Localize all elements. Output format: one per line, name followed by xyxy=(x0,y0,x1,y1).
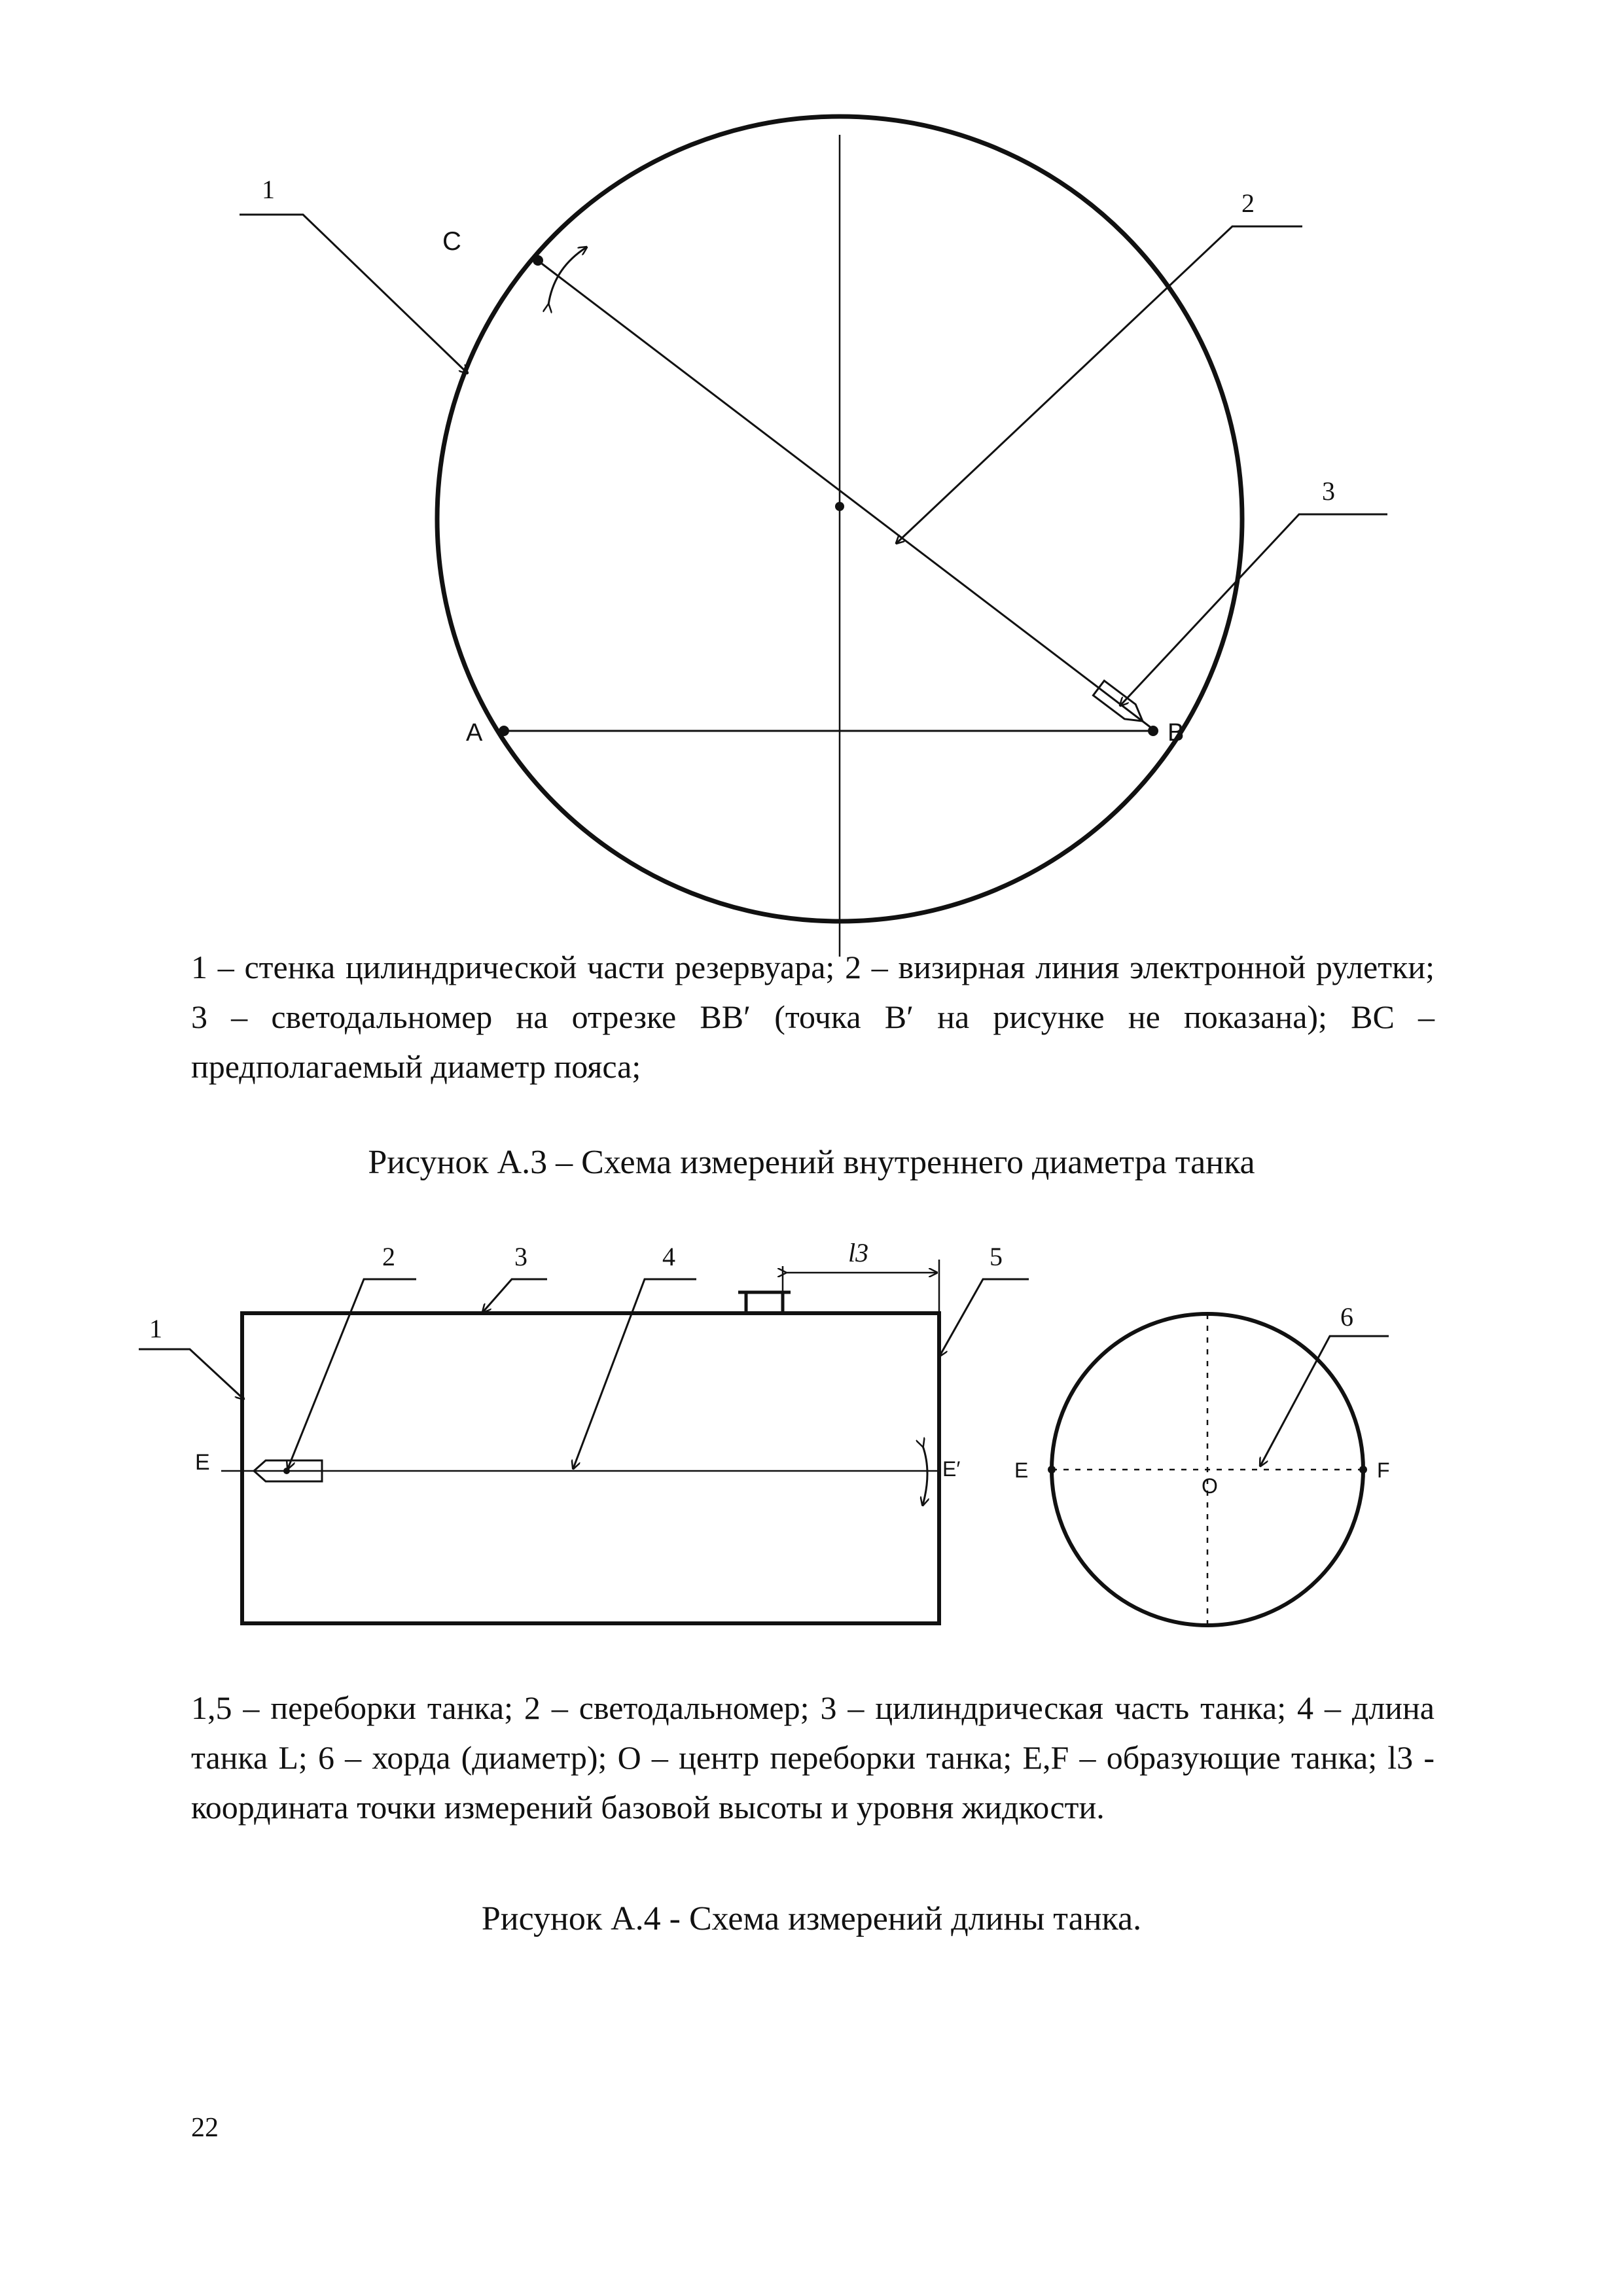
a4-callout-4-label: 4 xyxy=(662,1242,675,1271)
end-view-point-f-label: F xyxy=(1377,1458,1390,1482)
end-view-point-e-dot xyxy=(1048,1466,1056,1474)
figure-a3-caption: 1 – стенка цилиндрической части резервуара; 2 – визирная линия электронной рулетки; 3 – светодальномер на отрезке BB′ (точка B′ на рисунке не показана); BC – предполагаемый диаметр пояса; xyxy=(191,949,1435,1085)
a4-callout-1-label: 1 xyxy=(149,1314,162,1343)
point-e-label: E xyxy=(195,1450,210,1475)
a4-callout-6-leader xyxy=(1260,1336,1389,1466)
a4-callout-2-leader xyxy=(288,1279,416,1468)
tank-hatch xyxy=(746,1292,783,1313)
callout-2-label: 2 xyxy=(1241,188,1255,218)
callout-1-label: 1 xyxy=(262,175,275,204)
a4-callout-3-label: 3 xyxy=(514,1242,527,1271)
end-view-point-e-label: E xyxy=(1014,1458,1029,1482)
a4-callout-1-leader xyxy=(139,1349,243,1399)
point-c-label: C xyxy=(442,227,461,256)
a4-callout-5-label: 5 xyxy=(990,1242,1003,1271)
a4-callout-3-leader xyxy=(483,1279,547,1312)
figure-a3-title: Рисунок А.3 – Схема измерений внутреннего диаметра танка xyxy=(368,1144,1255,1181)
swing-arrow-e-prime-icon xyxy=(923,1446,927,1505)
a4-callout-6-label: 6 xyxy=(1340,1302,1353,1332)
a4-callout-5-leader xyxy=(940,1279,1029,1356)
a4-callout-4-leader xyxy=(573,1279,696,1468)
end-view-center-label: O xyxy=(1202,1474,1218,1498)
callout-3-label: 3 xyxy=(1322,476,1335,506)
figure-a4-caption: 1,5 – переборки танка; 2 – светодальномер; 3 – цилиндрическая часть танка; 4 – длина танка L; 6 – хорда (диаметр); O – центр переборки танка; E,F – образующие танка; l3 - координата точки измерений базовой высоты и уровня жидкости. xyxy=(191,1689,1435,1826)
point-b-label: B xyxy=(1168,719,1185,747)
tank-side-body xyxy=(242,1313,939,1623)
end-view-point-f-dot xyxy=(1359,1466,1367,1474)
point-e-prime-label: E′ xyxy=(942,1457,961,1481)
point-a-label: A xyxy=(466,719,483,747)
a4-callout-2-label: 2 xyxy=(382,1242,395,1271)
page-number: 22 xyxy=(191,2113,219,2143)
dimension-l3-label: l3 xyxy=(848,1238,869,1267)
rangefinder-icon xyxy=(254,1460,322,1481)
figure-a4-title: Рисунок А.4 - Схема измерений длины танка. xyxy=(481,1900,1142,1937)
